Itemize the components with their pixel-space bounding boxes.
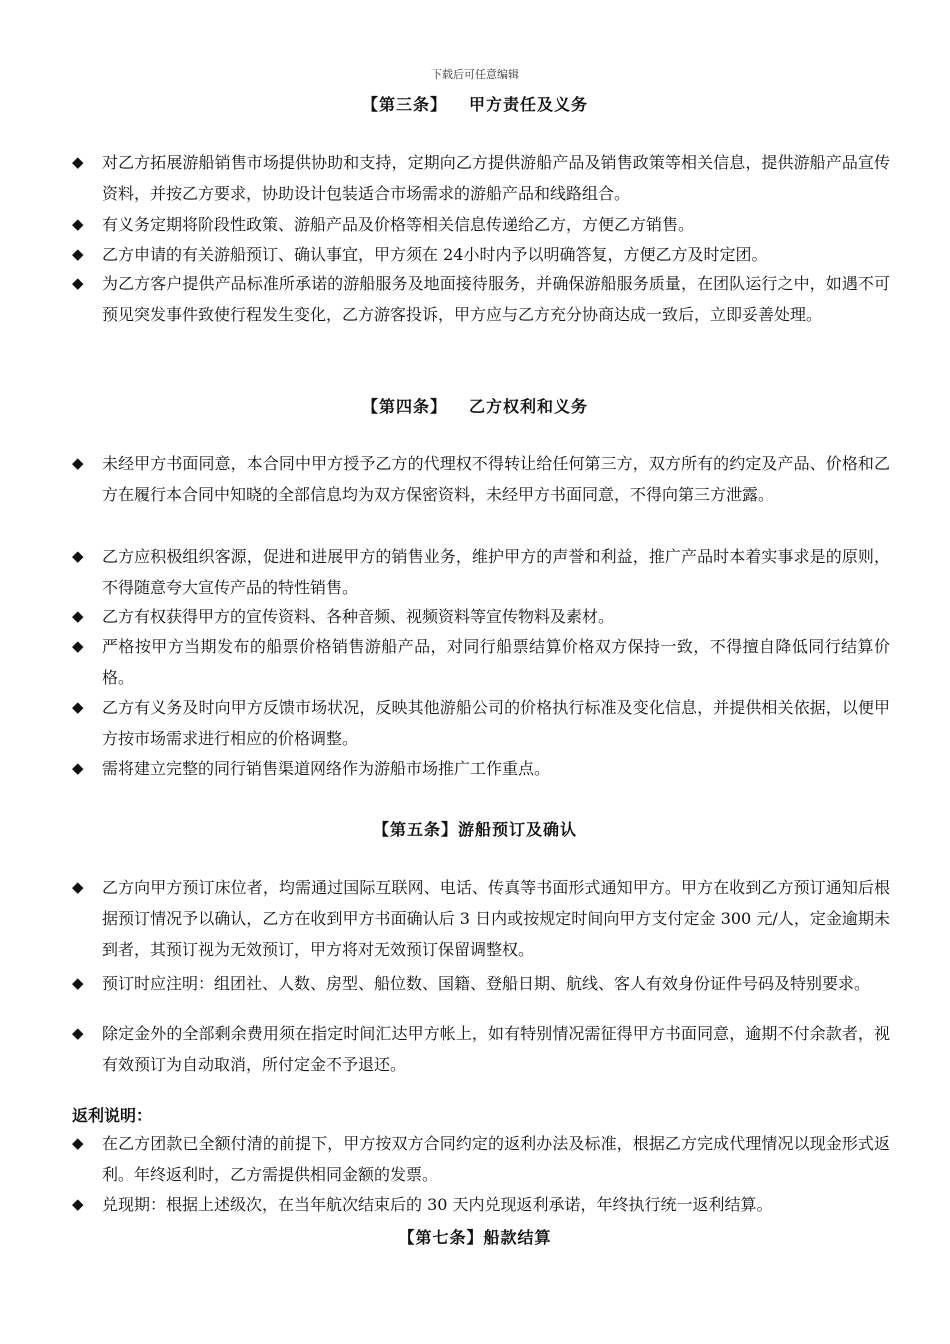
header-note: 下载后可任意编辑 (431, 68, 519, 81)
list-item (72, 147, 890, 209)
section-5-title (0, 817, 950, 840)
diamond-bullet-icon: ◆ (72, 698, 84, 716)
diamond-bullet-icon: ◆ (72, 153, 84, 171)
list-item-text: 在乙方团款已全额付清的前提下，甲方按双方合同约定的返利办法及标准，根据乙方完成代理情况以现金形式返利。年终返利时，乙方需提供相同金额的发票。 (102, 1134, 890, 1184)
list-item-text: 兑现期：根据上述级次，在当年航次结束后的 30 天内兑现返利承诺，年终执行统一返利结算。 (102, 1195, 773, 1214)
list-item-text: 乙方有义务及时向甲方反馈市场状况，反映其他游船公司的价格执行标准及变化信息，并提供相关依据，以便甲方按市场需求进行相应的价格调整。 (102, 698, 890, 748)
section-3-heading: 甲方责任及义务 (469, 95, 589, 114)
list-item (72, 692, 890, 754)
section-7-title (0, 1225, 950, 1248)
section-5-bracket: 【第五条】 (372, 820, 458, 839)
diamond-bullet-icon: ◆ (72, 637, 84, 655)
list-item (72, 239, 890, 270)
list-item-text: 对乙方拓展游船销售市场提供协助和支持，定期向乙方提供游船产品及销售政策等相关信息，提供游船产品宣传资料，并按乙方要求，协助设计包装适合市场需求的游船产品和线路组合。 (102, 153, 890, 203)
diamond-bullet-icon: ◆ (72, 215, 84, 233)
diamond-bullet-icon: ◆ (72, 1195, 84, 1213)
section-4-heading: 乙方权利和义务 (469, 397, 589, 416)
list-item-text: 严格按甲方当期发布的船票价格销售游船产品，对同行船票结算价格双方保持一致，不得擅自降低同行结算价格。 (102, 637, 890, 687)
diamond-bullet-icon: ◆ (72, 1134, 84, 1152)
list-item (72, 601, 890, 632)
rebate-title: 返利说明： (72, 1106, 153, 1125)
list-item (72, 1189, 890, 1220)
list-item (72, 209, 890, 240)
list-item (72, 872, 890, 965)
list-item (72, 968, 890, 999)
diamond-bullet-icon: ◆ (72, 1024, 84, 1042)
diamond-bullet-icon: ◆ (72, 759, 84, 777)
list-item-text: 乙方申请的有关游船预订、确认事宜，甲方须在 24小时内予以明确答复，方便乙方及时定团。 (102, 245, 768, 264)
list-item-text: 乙方有权获得甲方的宣传资料、各种音频、视频资料等宣传物料及素材。 (102, 607, 615, 626)
list-item-text: 需将建立完整的同行销售渠道网络作为游船市场推广工作重点。 (102, 759, 551, 778)
list-item (72, 541, 890, 603)
list-item-text: 有义务定期将阶段性政策、游船产品及价格等相关信息传递给乙方，方便乙方销售。 (102, 215, 695, 234)
diamond-bullet-icon: ◆ (72, 547, 84, 565)
list-item-text: 预订时应注明：组团社、人数、房型、船位数、国籍、登船日期、航线、客人有效身份证件号码及特别要求。 (102, 974, 871, 993)
list-item-text: 除定金外的全部剩余费用须在指定时间汇达甲方帐上，如有特别情况需征得甲方书面同意，逾期不付余款者，视有效预订为自动取消，所付定金不予退还。 (102, 1024, 890, 1074)
diamond-bullet-icon: ◆ (72, 274, 84, 292)
list-item-text: 未经甲方书面同意，本合同中甲方授予乙方的代理权不得转让给任何第三方，双方所有的约定及产品、价格和乙方在履行本合同中知晓的全部信息均为双方保密资料，未经甲方书面同意，不得向第三方泄露。 (102, 454, 890, 504)
section-7-heading: 船款结算 (483, 1228, 552, 1247)
list-item (72, 1018, 890, 1080)
diamond-bullet-icon: ◆ (72, 974, 84, 992)
diamond-bullet-icon: ◆ (72, 607, 84, 625)
list-item-text: 乙方向甲方预订床位者，均需通过国际互联网、电话、传真等书面形式通知甲方。甲方在收到乙方预订通知后根据预订情况予以确认，乙方在收到甲方书面确认后 3 日内或按规定时间向甲方支付定金 300 元/人，定金逾期未到者，其预订视为无效预订，甲方将对无效预订保留调整权。 (102, 878, 890, 959)
list-item (72, 753, 890, 784)
section-4-bracket: 【第四条】 (361, 397, 447, 416)
section-4-title (0, 394, 950, 417)
section-5-heading: 游船预订及确认 (458, 820, 578, 839)
list-item-text: 乙方应积极组织客源，促进和进展甲方的销售业务，维护甲方的声誉和利益，推广产品时本着实事求是的原则，不得随意夸大宣传产品的特性销售。 (102, 547, 890, 597)
list-item-text: 为乙方客户提供产品标准所承诺的游船服务及地面接待服务，并确保游船服务质量，在团队运行之中，如遇不可预见突发事件致使行程发生变化，乙方游客投诉，甲方应与乙方充分协商达成一致后，立即妥善处理。 (102, 274, 890, 324)
list-item (72, 268, 890, 330)
list-item (72, 448, 890, 510)
section-3-bracket: 【第三条】 (361, 95, 447, 114)
section-7-bracket: 【第七条】 (398, 1228, 484, 1247)
section-3-title (0, 92, 950, 115)
list-item (72, 631, 890, 693)
diamond-bullet-icon: ◆ (72, 245, 84, 263)
diamond-bullet-icon: ◆ (72, 878, 84, 896)
diamond-bullet-icon: ◆ (72, 454, 84, 472)
list-item (72, 1128, 890, 1190)
